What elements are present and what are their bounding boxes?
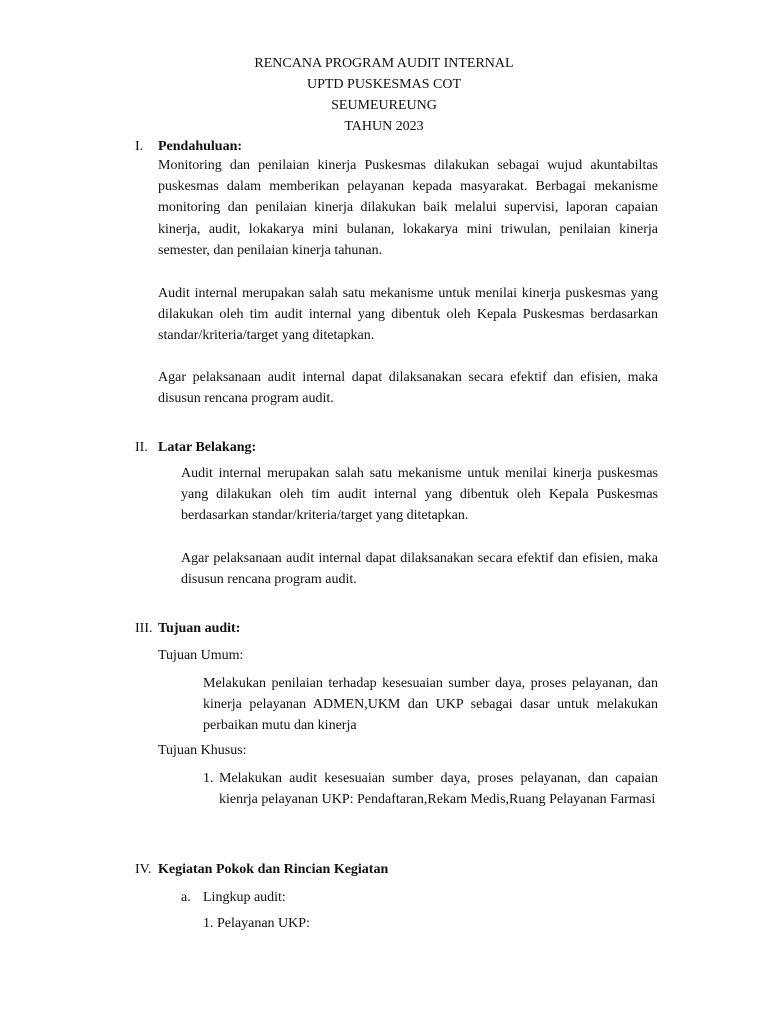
- section-3-number: III.: [135, 621, 153, 636]
- title-line-4: TAHUN 2023: [344, 119, 424, 134]
- section-1-title: Pendahuluan:: [158, 139, 243, 154]
- specific-objective-item-1: [203, 768, 658, 832]
- scope-item-a-1: [203, 913, 603, 935]
- section-1-paragraph-3: Agar pelaksanaan audit internal dapat dilaksanakan secara efektif dan efisien, maka disusun rencana program audit.: [158, 370, 658, 407]
- scope-item-a: [181, 887, 581, 909]
- general-objective-label: Tujuan Umum:: [158, 648, 244, 663]
- list-marker: a.: [181, 890, 191, 905]
- title-line-1: RENCANA PROGRAM AUDIT INTERNAL: [254, 56, 514, 71]
- section-1-paragraph-1: Monitoring dan penilaian kinerja Puskesmas dilakukan sebagai wujud akuntabiltas puskesmas dalam memberikan pelayanan kepada masyarakat. Berbagai mekanisme monitoring dan penilaian kinerja dilakukan baik melalui supervisi, laporan capaian kinerja, audit, lokakarya mini bulanan, lokakarya mini triwulan, penilaian kinerja semester, dan penilaian kinerja tahunan.: [158, 158, 658, 258]
- document-title: [0, 53, 768, 137]
- section-2-number: II.: [135, 440, 148, 455]
- section-2-paragraph-1: Audit internal merupakan salah satu mekanisme untuk menilai kinerja puskesmas yang dilakukan oleh tim audit internal yang dibentuk oleh Kepala Puskesmas berdasarkan standar/kriteria/target yang ditetapkan.: [181, 466, 658, 524]
- general-objective-text: Melakukan penilaian terhadap kesesuaian sumber daya, proses pelayanan, dan kinerja pelayanan ADMEN,UKM dan UKP sebagai dasar untuk melakukan perbaikan mutu dan kinerja: [203, 676, 658, 734]
- section-3-title: Tujuan audit:: [158, 621, 241, 636]
- list-item-text: Melakukan audit kesesuaian sumber daya, proses pelayanan, dan capaian kienrja pelayanan UKP: Pendaftaran,Rekam Medis,Ruang Pelayanan Farmasi: [219, 771, 658, 808]
- section-2-title: Latar Belakang:: [158, 440, 257, 455]
- section-2-paragraph-2: Agar pelaksanaan audit internal dapat dilaksanakan secara efektif dan efisien, maka disusun rencana program audit.: [181, 551, 658, 588]
- list-marker: 1.: [203, 916, 214, 931]
- section-4-number: IV.: [135, 862, 152, 877]
- section-1-number: I.: [135, 139, 144, 154]
- specific-objective-label: Tujuan Khusus:: [158, 743, 247, 758]
- title-line-2: UPTD PUSKESMAS COT: [306, 77, 462, 92]
- list-marker: 1.: [203, 771, 214, 786]
- list-item-text: Pelayanan UKP:: [217, 916, 310, 931]
- section-1-paragraph-2: Audit internal merupakan salah satu mekanisme untuk menilai kinerja puskesmas yang dilakukan oleh tim audit internal yang dibentuk oleh Kepala Puskesmas berdasarkan standar/kriteria/target yang ditetapkan.: [158, 286, 658, 344]
- section-4-title: Kegiatan Pokok dan Rincian Kegiatan: [158, 862, 389, 877]
- list-item-text: Lingkup audit:: [203, 890, 286, 905]
- title-line-3: SEUMEUREUNG: [331, 98, 437, 113]
